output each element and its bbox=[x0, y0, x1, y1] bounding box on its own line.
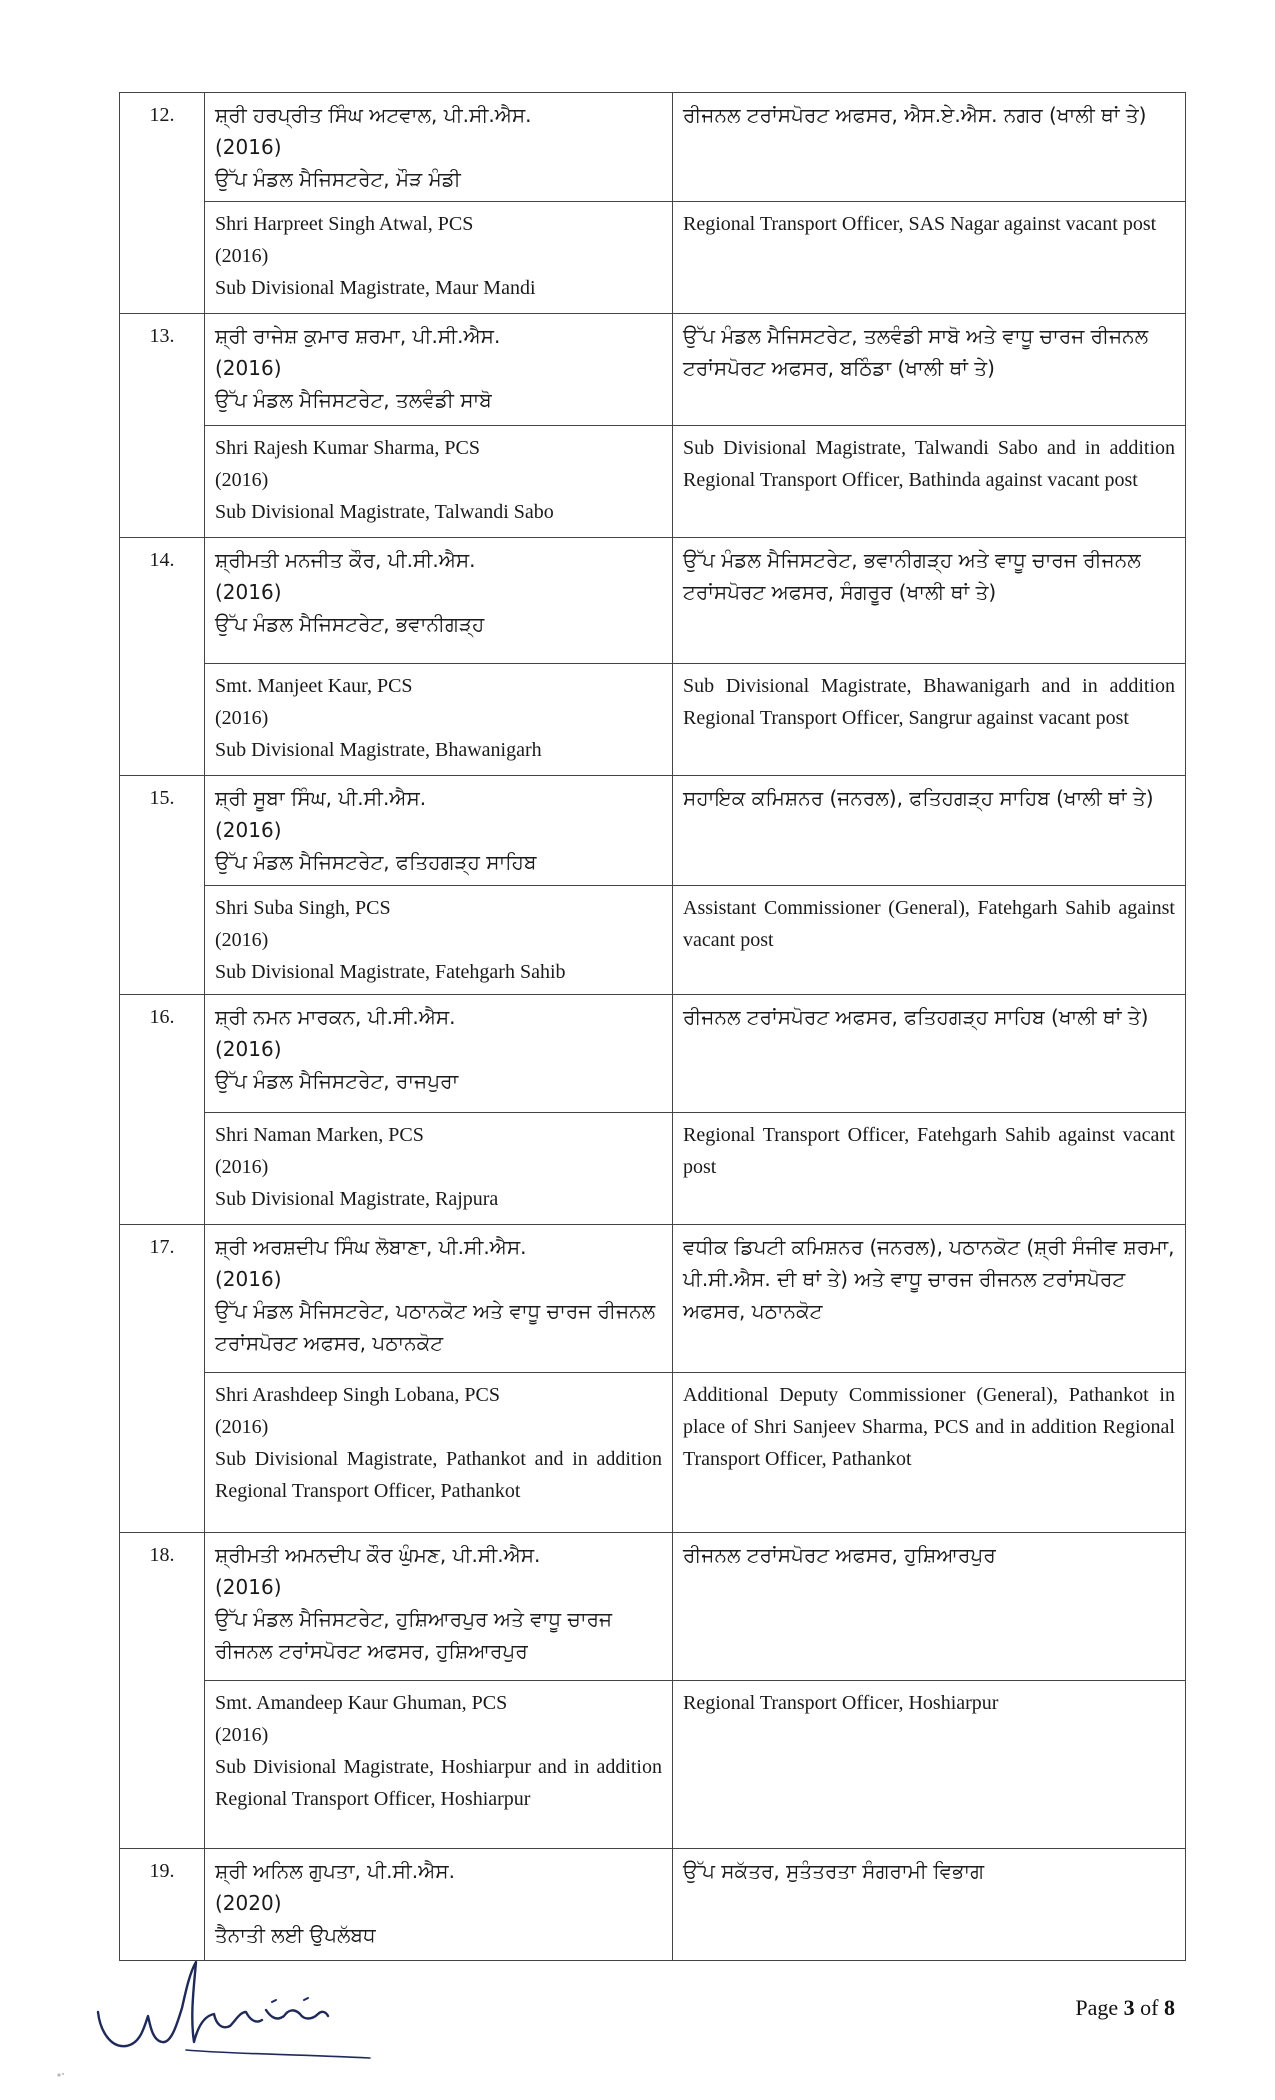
entry-row-pa bbox=[120, 314, 1186, 426]
current-post-pa: ਉੱਪ ਮੰਡਲ ਮੈਜਿਸਟਰੇਟ, ਭਵਾਨੀਗੜ੍ਹ bbox=[215, 612, 485, 636]
new-post-pa: ਰੀਜਨਲ ਟਰਾਂਸਪੋਰਟ ਅਫਸਰ, ਹੁਸ਼ਿਆਰਪੁਰ bbox=[673, 1533, 1186, 1681]
new-post-en: Additional Deputy Commissioner (General), Pathankot in place of Shri Sanjeev Sharma, PCS and in addition Regional Transport Officer, Pathankot bbox=[673, 1373, 1186, 1533]
batch-year: (2016) bbox=[215, 929, 269, 951]
serial-number: 12. bbox=[120, 93, 205, 314]
entry-row-pa bbox=[120, 1849, 1186, 1961]
new-post-pa: ਰੀਜਨਲ ਟਰਾਂਸਪੋਰਟ ਅਫਸਰ, ਫਤਿਹਗੜ੍ਹ ਸਾਹਿਬ (ਖਾਲੀ ਥਾਂ ਤੇ) bbox=[673, 995, 1186, 1113]
new-post-pa: ਸਹਾਇਕ ਕਮਿਸ਼ਨਰ (ਜਨਰਲ), ਫਤਿਹਗੜ੍ਹ ਸਾਹਿਬ (ਖਾਲੀ ਥਾਂ ਤੇ) bbox=[673, 776, 1186, 886]
officer-name-pa: ਸ਼੍ਰੀ ਅਰਸ਼ਦੀਪ ਸਿੰਘ ਲੋਬਾਣਾ, ਪੀ.ਸੀ.ਐਸ. bbox=[215, 1235, 527, 1259]
entry-row-pa bbox=[120, 538, 1186, 664]
english-name-cell bbox=[205, 202, 673, 314]
entry-row-pa bbox=[120, 93, 1186, 202]
officer-name-en: Shri Suba Singh, PCS bbox=[215, 897, 391, 919]
entry-row-pa bbox=[120, 776, 1186, 886]
officer-name-en: Smt. Amandeep Kaur Ghuman, PCS bbox=[215, 1692, 508, 1714]
current-post-en: Sub Divisional Magistrate, Pathankot and in addition Regional Transport Officer, Pathankot bbox=[215, 1448, 662, 1502]
punjabi-name-cell bbox=[205, 995, 673, 1113]
serial-number: 15. bbox=[120, 776, 205, 995]
officer-name-pa: ਸ਼੍ਰੀ ਸੂਬਾ ਸਿੰਘ, ਪੀ.ਸੀ.ਐਸ. bbox=[215, 786, 427, 810]
batch-year: (2016) bbox=[215, 469, 269, 491]
officer-name-en: Shri Harpreet Singh Atwal, PCS bbox=[215, 213, 474, 235]
page-mid: of bbox=[1134, 1995, 1164, 2020]
batch-year: (2020) bbox=[215, 1891, 282, 1915]
new-post-en: Regional Transport Officer, SAS Nagar against vacant post bbox=[673, 202, 1186, 314]
punjabi-name-cell bbox=[205, 314, 673, 426]
entry-row-pa bbox=[120, 995, 1186, 1113]
new-post-pa: ਉੱਪ ਮੰਡਲ ਮੈਜਿਸਟਰੇਟ, ਭਵਾਨੀਗੜ੍ਹ ਅਤੇ ਵਾਧੂ ਚਾਰਜ ਰੀਜਨਲ ਟਰਾਂਸਪੋਰਟ ਅਫਸਰ, ਸੰਗਰੂਰ (ਖਾਲੀ ਥਾਂ ਤੇ) bbox=[673, 538, 1186, 664]
officer-name-pa: ਸ਼੍ਰੀ ਹਰਪ੍ਰੀਤ ਸਿੰਘ ਅਟਵਾਲ, ਪੀ.ਸੀ.ਐਸ. bbox=[215, 103, 532, 127]
batch-year: (2016) bbox=[215, 1037, 282, 1061]
current-post-en: Sub Divisional Magistrate, Hoshiarpur and in addition Regional Transport Officer, Hoshiarpur bbox=[215, 1756, 662, 1810]
current-post-en: Sub Divisional Magistrate, Fatehgarh Sahib bbox=[215, 961, 566, 983]
new-post-pa: ਰੀਜਨਲ ਟਰਾਂਸਪੋਰਟ ਅਫਸਰ, ਐਸ.ਏ.ਐਸ. ਨਗਰ (ਖਾਲੀ ਥਾਂ ਤੇ) bbox=[673, 93, 1186, 202]
new-post-pa: ਵਧੀਕ ਡਿਪਟੀ ਕਮਿਸ਼ਨਰ (ਜਨਰਲ), ਪਠਾਨਕੋਟ (ਸ਼੍ਰੀ ਸੰਜੀਵ ਸ਼ਰਮਾ, ਪੀ.ਸੀ.ਐਸ. ਦੀ ਥਾਂ ਤੇ) ਅਤੇ ਵਾਧੂ ਚਾਰਜ ਰੀਜਨਲ ਟਰਾਂਸਪੋਰਟ ਅਫਸਰ, ਪਠਾਨਕੋਟ bbox=[673, 1225, 1186, 1373]
punjabi-name-cell bbox=[205, 538, 673, 664]
new-post-en: Sub Divisional Magistrate, Bhawanigarh and in addition Regional Transport Officer, Sangrur against vacant post bbox=[673, 664, 1186, 776]
current-post-en: Sub Divisional Magistrate, Talwandi Sabo bbox=[215, 501, 554, 523]
batch-year: (2016) bbox=[215, 707, 269, 729]
batch-year: (2016) bbox=[215, 245, 269, 267]
batch-year: (2016) bbox=[215, 1416, 269, 1438]
punjabi-name-cell bbox=[205, 93, 673, 202]
signature-image bbox=[90, 1950, 390, 2070]
current-post-en: Sub Divisional Magistrate, Bhawanigarh bbox=[215, 739, 542, 761]
current-post-pa: ਉੱਪ ਮੰਡਲ ਮੈਜਿਸਟਰੇਟ, ਫਤਿਹਗੜ੍ਹ ਸਾਹਿਬ bbox=[215, 850, 537, 874]
english-name-cell bbox=[205, 664, 673, 776]
officer-name-pa: ਸ਼੍ਰੀ ਅਨਿਲ ਗੁਪਤਾ, ਪੀ.ਸੀ.ਐਸ. bbox=[215, 1859, 455, 1883]
officer-name-pa: ਸ਼੍ਰੀਮਤੀ ਮਨਜੀਤ ਕੌਰ, ਪੀ.ਸੀ.ਐਸ. bbox=[215, 548, 476, 572]
batch-year: (2016) bbox=[215, 356, 282, 380]
new-post-pa: ਉੱਪ ਮੰਡਲ ਮੈਜਿਸਟਰੇਟ, ਤਲਵੰਡੀ ਸਾਬੋ ਅਤੇ ਵਾਧੂ ਚਾਰਜ ਰੀਜਨਲ ਟਰਾਂਸਪੋਰਟ ਅਫਸਰ, ਬਠਿੰਡਾ (ਖਾਲੀ ਥਾਂ ਤੇ) bbox=[673, 314, 1186, 426]
officer-name-pa: ਸ਼੍ਰੀ ਰਾਜੇਸ਼ ਕੁਮਾਰ ਸ਼ਰਮਾ, ਪੀ.ਸੀ.ਐਸ. bbox=[215, 324, 501, 348]
current-post-pa: ਉੱਪ ਮੰਡਲ ਮੈਜਿਸਟਰੇਟ, ਰਾਜਪੁਰਾ bbox=[215, 1069, 459, 1093]
batch-year: (2016) bbox=[215, 1267, 282, 1291]
serial-number: 13. bbox=[120, 314, 205, 538]
entry-row-en bbox=[120, 1113, 1186, 1225]
entry-row-en bbox=[120, 426, 1186, 538]
current-post-pa: ਉੱਪ ਮੰਡਲ ਮੈਜਿਸਟਰੇਟ, ਮੌੜ ਮੰਡੀ bbox=[215, 167, 461, 191]
batch-year: (2016) bbox=[215, 580, 282, 604]
officer-name-pa: ਸ਼੍ਰੀਮਤੀ ਅਮਨਦੀਪ ਕੌਰ ਘੁੰਮਣ, ਪੀ.ਸੀ.ਐਸ. bbox=[215, 1543, 541, 1567]
officer-name-en: Smt. Manjeet Kaur, PCS bbox=[215, 675, 413, 697]
punjabi-name-cell bbox=[205, 1849, 673, 1961]
scan-speck bbox=[55, 2070, 67, 2080]
officer-name-pa: ਸ਼੍ਰੀ ਨਮਨ ਮਾਰਕਨ, ਪੀ.ਸੀ.ਐਸ. bbox=[215, 1005, 456, 1029]
batch-year: (2016) bbox=[215, 818, 282, 842]
english-name-cell bbox=[205, 886, 673, 995]
english-name-cell bbox=[205, 1373, 673, 1533]
entry-row-en bbox=[120, 886, 1186, 995]
english-name-cell bbox=[205, 426, 673, 538]
entry-row-en bbox=[120, 202, 1186, 314]
punjabi-name-cell bbox=[205, 1533, 673, 1681]
current-post-en: Sub Divisional Magistrate, Rajpura bbox=[215, 1188, 499, 1210]
serial-number: 16. bbox=[120, 995, 205, 1225]
entry-row-en bbox=[120, 1373, 1186, 1533]
serial-number: 18. bbox=[120, 1533, 205, 1849]
officer-name-en: Shri Naman Marken, PCS bbox=[215, 1124, 424, 1146]
new-post-en: Regional Transport Officer, Hoshiarpur bbox=[673, 1681, 1186, 1849]
postings-table bbox=[119, 92, 1186, 1961]
english-name-cell bbox=[205, 1113, 673, 1225]
officer-name-en: Shri Arashdeep Singh Lobana, PCS bbox=[215, 1384, 500, 1406]
current-post-pa: ਉੱਪ ਮੰਡਲ ਮੈਜਿਸਟਰੇਟ, ਤਲਵੰਡੀ ਸਾਬੋ bbox=[215, 388, 492, 412]
batch-year: (2016) bbox=[215, 1724, 269, 1746]
entry-row-pa bbox=[120, 1533, 1186, 1681]
page-number bbox=[1075, 1995, 1175, 2021]
english-name-cell bbox=[205, 1681, 673, 1849]
current-post-pa: ਉੱਪ ਮੰਡਲ ਮੈਜਿਸਟਰੇਟ, ਪਠਾਨਕੋਟ ਅਤੇ ਵਾਧੂ ਚਾਰਜ ਰੀਜਨਲ ਟਰਾਂਸਪੋਰਟ ਅਫਸਰ, ਪਠਾਨਕੋਟ bbox=[215, 1299, 656, 1355]
entry-row-en bbox=[120, 1681, 1186, 1849]
batch-year: (2016) bbox=[215, 1156, 269, 1178]
current-post-pa: ਤੈਨਾਤੀ ਲਈ ਉਪਲੱਬਧ bbox=[215, 1923, 376, 1947]
entry-row-pa bbox=[120, 1225, 1186, 1373]
page-prefix: Page bbox=[1075, 1995, 1124, 2020]
punjabi-name-cell bbox=[205, 776, 673, 886]
new-post-en: Assistant Commissioner (General), Fatehgarh Sahib against vacant post bbox=[673, 886, 1186, 995]
new-post-en: Regional Transport Officer, Fatehgarh Sahib against vacant post bbox=[673, 1113, 1186, 1225]
current-post-pa: ਉੱਪ ਮੰਡਲ ਮੈਜਿਸਟਰੇਟ, ਹੁਸ਼ਿਆਰਪੁਰ ਅਤੇ ਵਾਧੂ ਚਾਰਜ ਰੀਜਨਲ ਟਰਾਂਸਪੋਰਟ ਅਫਸਰ, ਹੁਸ਼ਿਆਰਪੁਰ bbox=[215, 1607, 613, 1663]
serial-number: 17. bbox=[120, 1225, 205, 1533]
batch-year: (2016) bbox=[215, 135, 282, 159]
serial-number: 19. bbox=[120, 1849, 205, 1961]
new-post-en: Sub Divisional Magistrate, Talwandi Sabo and in addition Regional Transport Officer, Bathinda against vacant post bbox=[673, 426, 1186, 538]
batch-year: (2016) bbox=[215, 1575, 282, 1599]
page-current: 3 bbox=[1123, 1995, 1135, 2020]
new-post-pa: ਉੱਪ ਸਕੱਤਰ, ਸੁਤੰਤਰਤਾ ਸੰਗਰਾਮੀ ਵਿਭਾਗ bbox=[673, 1849, 1186, 1961]
serial-number: 14. bbox=[120, 538, 205, 776]
officer-name-en: Shri Rajesh Kumar Sharma, PCS bbox=[215, 437, 480, 459]
entry-row-en bbox=[120, 664, 1186, 776]
page-total: 8 bbox=[1164, 1995, 1175, 2020]
current-post-en: Sub Divisional Magistrate, Maur Mandi bbox=[215, 277, 536, 299]
punjabi-name-cell bbox=[205, 1225, 673, 1373]
